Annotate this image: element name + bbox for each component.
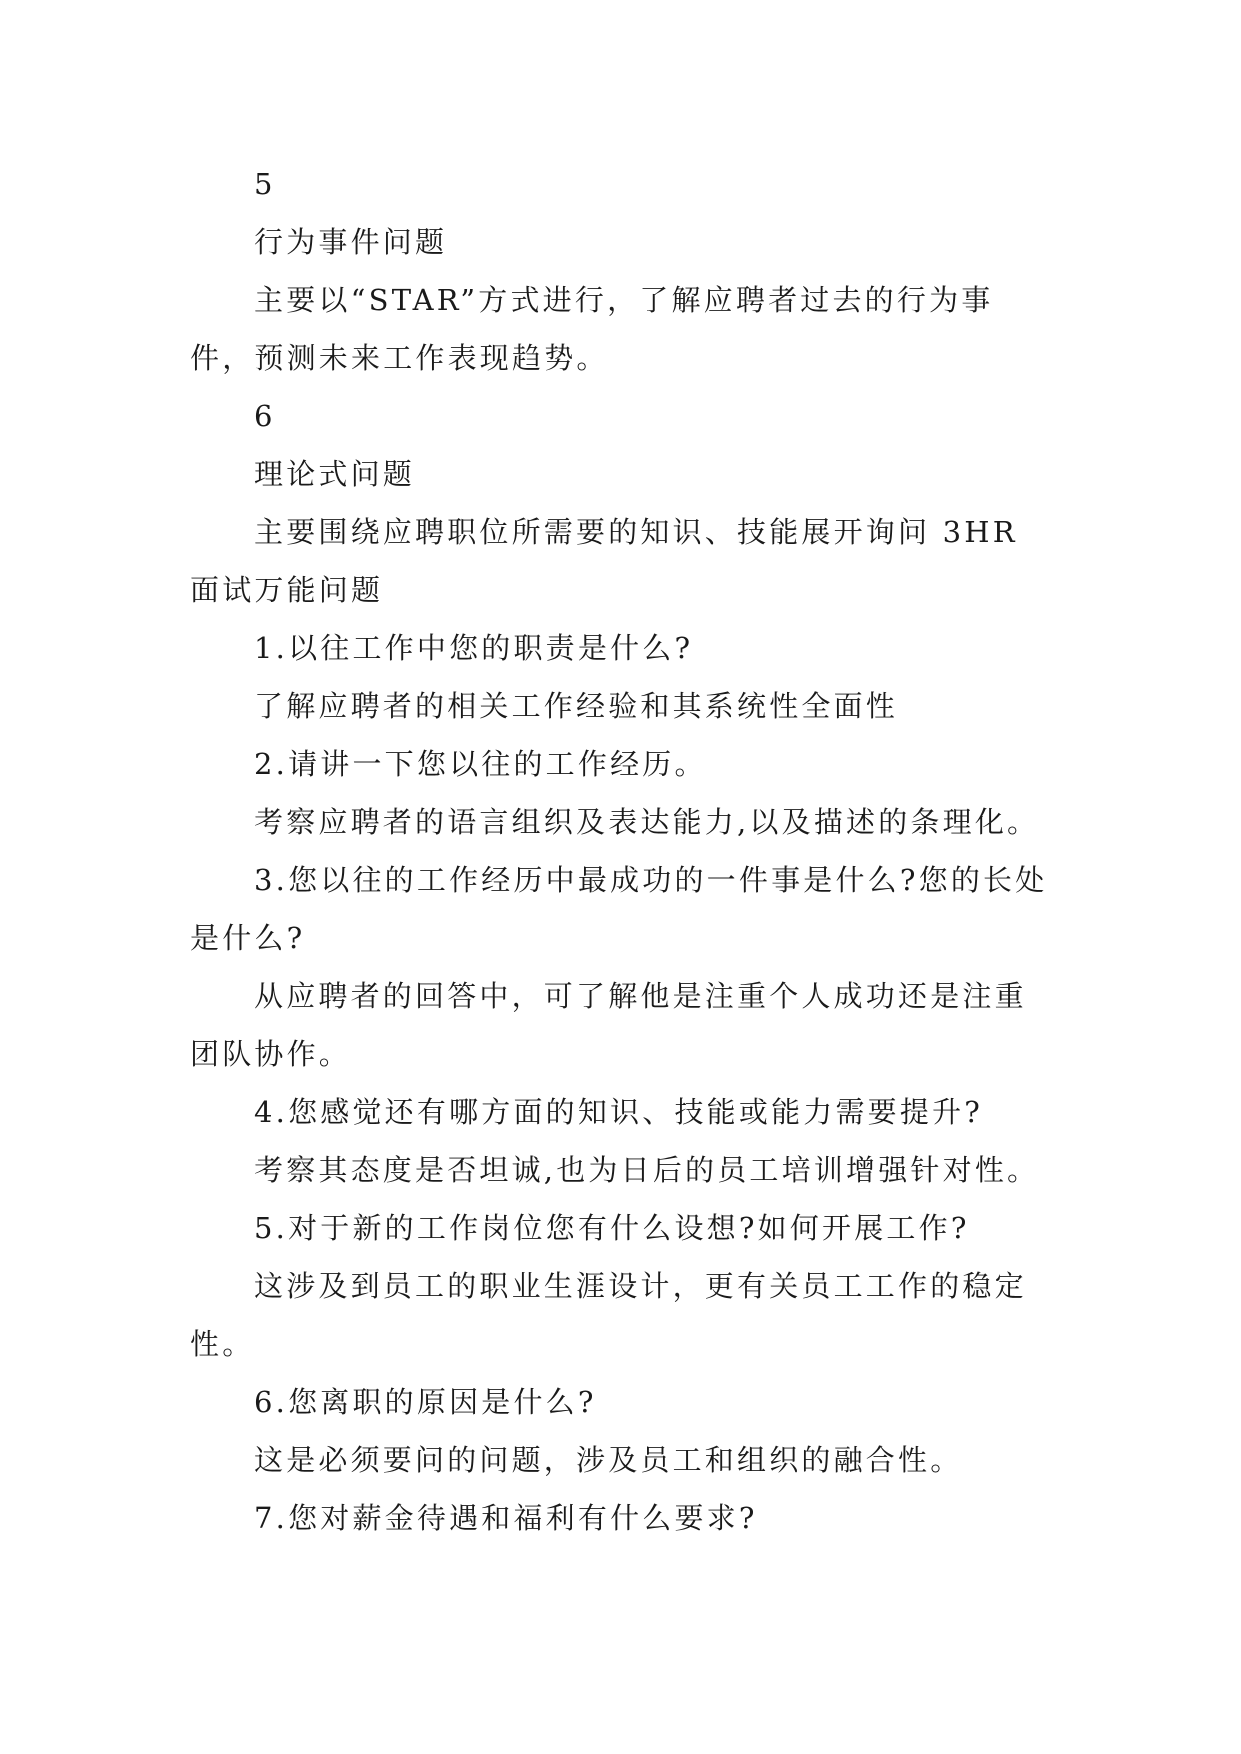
body-paragraph: 主要围绕应聘职位所需要的知识、技能展开询问 3HR 面试万能问题 (190, 515, 1018, 607)
question-item: 5.对于新的工作岗位您有什么设想?如何开展工作? (254, 1211, 970, 1245)
body-paragraph: 主要以“STAR”方式进行，了解应聘者过去的行为事件，预测未来工作表现趋势。 (190, 283, 994, 375)
question-explanation: 考察应聘者的语言组织及表达能力,以及描述的条理化。 (254, 805, 1040, 839)
document-body (190, 155, 1052, 1547)
section-number: 6 (254, 399, 276, 433)
question-explanation: 这涉及到员工的职业生涯设计，更有关员工工作的稳定性。 (190, 1269, 1027, 1361)
question-explanation: 这是必须要问的问题，涉及员工和组织的融合性。 (254, 1443, 963, 1477)
question-explanation: 考察其态度是否坦诚,也为日后的员工培训增强针对性。 (254, 1153, 1040, 1187)
section-number: 5 (254, 167, 276, 201)
section-heading: 行为事件问题 (254, 225, 448, 259)
question-item: 2.请讲一下您以往的工作经历。 (254, 747, 707, 781)
question-item: 6.您离职的原因是什么? (254, 1385, 597, 1419)
question-item: 1.以往工作中您的职责是什么? (254, 631, 694, 665)
question-item: 7.您对薪金待遇和福利有什么要求? (254, 1501, 758, 1535)
question-item: 3.您以往的工作经历中最成功的一件事是什么?您的长处是什么? (190, 863, 1048, 955)
question-explanation: 了解应聘者的相关工作经验和其系统性全面性 (254, 689, 899, 723)
section-heading: 理论式问题 (254, 457, 416, 491)
question-explanation: 从应聘者的回答中，可了解他是注重个人成功还是注重团队协作。 (190, 979, 1027, 1071)
question-item: 4.您感觉还有哪方面的知识、技能或能力需要提升? (254, 1095, 984, 1129)
